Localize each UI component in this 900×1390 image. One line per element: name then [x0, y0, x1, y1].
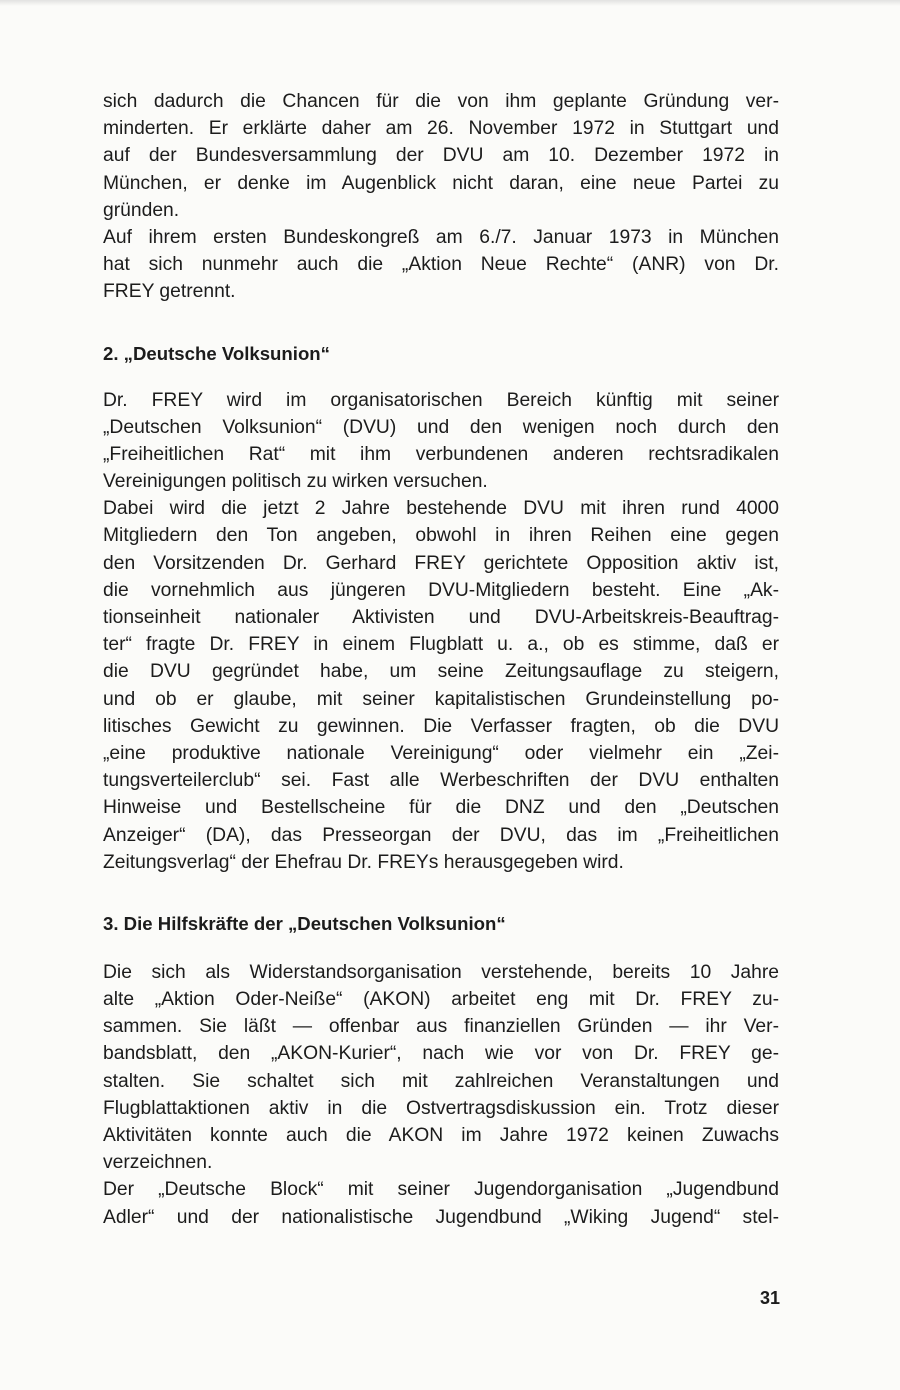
- text-line: gründen.: [103, 199, 180, 221]
- text-line: verzeichnen.: [103, 1152, 213, 1174]
- text-line: stalten. Sie schaltet sich mit zahlreichen Veranstaltungen und: [103, 1070, 779, 1092]
- text-line: alte „Aktion Oder-Neiße“ (AKON) arbeitet eng mit Dr. FREY zu-: [103, 989, 779, 1011]
- text-line: den Vorsitzenden Dr. Gerhard FREY gerichtete Opposition aktiv ist,: [103, 552, 779, 574]
- text-line: auf der Bundesversammlung der DVU am 10. Dezember 1972 in: [103, 145, 779, 167]
- text-line: tungsverteilerclub“ sei. Fast alle Werbeschriften der DVU enthalten: [103, 770, 779, 792]
- text-line: Aktivitäten konnte auch die AKON im Jahre 1972 keinen Zuwachs: [103, 1125, 779, 1146]
- text-line: Anzeiger“ (DA), das Presseorgan der DVU, das im „Freiheitlichen: [103, 824, 779, 846]
- text-line: tionseinheit nationaler Aktivisten und DVU-Arbeitskreis-Beauftrag-: [103, 607, 779, 628]
- text-line: FREY getrennt.: [103, 281, 236, 303]
- document-page: [103, 88, 779, 1231]
- paragraph: [103, 495, 779, 876]
- paragraph: [103, 88, 779, 224]
- text-line: die DVU gegründet habe, um seine Zeitungsauflage zu steigern,: [103, 661, 779, 683]
- page-number: 31: [759, 1288, 780, 1308]
- text-line: Vereinigungen politisch zu wirken versuchen.: [103, 471, 488, 493]
- text-line: und ob er glaube, mit seiner kapitalistischen Grundeinstellung po-: [103, 688, 779, 710]
- paragraph: [103, 224, 779, 306]
- text-line: München, er denke im Augenblick nicht daran, eine neue Partei zu: [103, 172, 779, 194]
- text-line: Zeitungsverlag“ der Ehefrau Dr. FREYs herausgegeben wird.: [103, 851, 624, 873]
- section-heading-3: 3. Die Hilfskräfte der „Deutschen Volksunion“: [103, 912, 506, 934]
- text-line: litisches Gewicht zu gewinnen. Die Verfasser fragten, ob die DVU: [103, 715, 779, 737]
- text-line: minderten. Er erklärte daher am 26. November 1972 in Stuttgart und: [103, 118, 779, 140]
- paragraph: [103, 387, 779, 496]
- text-line: Adler“ und der nationalistische Jugendbund „Wiking Jugend“ stel-: [103, 1206, 779, 1228]
- text-line: sammen. Sie läßt — offenbar aus finanziellen Gründen — ihr Ver-: [103, 1016, 779, 1038]
- text-line: sich dadurch die Chancen für die von ihm geplante Gründung ver-: [103, 91, 779, 112]
- text-line: Flugblattaktionen aktiv in die Ostvertragsdiskussion ein. Trotz dieser: [103, 1097, 779, 1119]
- text-line: Mitgliedern den Ton angeben, obwohl in ihren Reihen eine gegen: [103, 525, 779, 547]
- paragraph: [103, 959, 779, 1177]
- text-line: hat sich nunmehr auch die „Aktion Neue Rechte“ (ANR) von Dr.: [103, 254, 779, 276]
- text-line: ter“ fragte Dr. FREY in einem Flugblatt u. a., ob es stimme, daß er: [103, 634, 779, 656]
- page-top-edge: [0, 0, 900, 6]
- text-line: die vornehmlich aus jüngeren DVU-Mitgliedern besteht. Eine „Ak-: [103, 579, 779, 601]
- text-line: Dabei wird die jetzt 2 Jahre bestehende DVU mit ihren rund 4000: [103, 498, 779, 520]
- text-line: Hinweise und Bestellscheine für die DNZ und den „Deutschen: [103, 797, 779, 819]
- text-line: Dr. FREY wird im organisatorischen Bereich künftig mit seiner: [103, 389, 779, 411]
- text-line: Die sich als Widerstandsorganisation verstehende, bereits 10 Jahre: [103, 961, 779, 983]
- paragraph: [103, 1176, 779, 1230]
- text-line: bandsblatt, den „AKON-Kurier“, nach wie vor von Dr. FREY ge-: [103, 1043, 779, 1065]
- text-line: „eine produktive nationale Vereinigung“ oder vielmehr ein „Zei-: [103, 742, 779, 764]
- text-line: Der „Deutsche Block“ mit seiner Jugendorganisation „Jugendbund: [103, 1179, 779, 1201]
- text-line: „Deutschen Volksunion“ (DVU) und den wenigen noch durch den: [103, 416, 779, 438]
- section-heading-2: 2. „Deutsche Volksunion“: [103, 342, 330, 364]
- text-line: Auf ihrem ersten Bundeskongreß am 6./7. Januar 1973 in München: [103, 226, 779, 248]
- text-line: „Freiheitlichen Rat“ mit ihm verbundenen anderen rechtsradikalen: [103, 443, 779, 465]
